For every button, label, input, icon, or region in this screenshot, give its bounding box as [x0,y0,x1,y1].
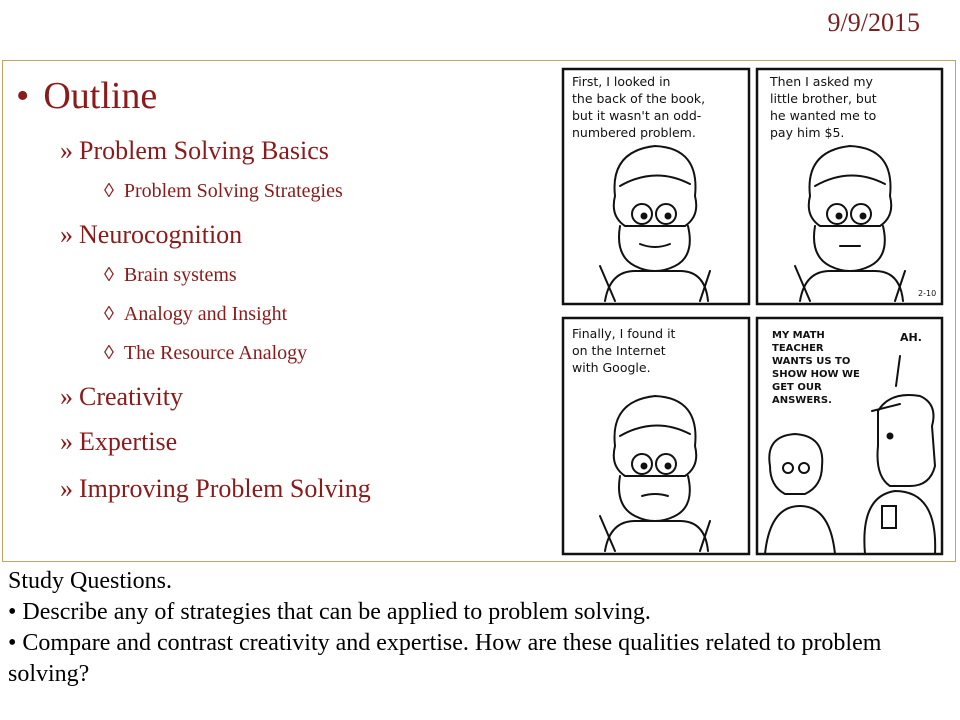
panel2-date: 2-10 [918,289,937,298]
panel3-caption-line1: Finally, I found it [572,326,676,341]
item-marker: » [60,136,73,165]
panel2-girl-drawing [795,146,905,301]
panel4-speech-line6: ANSWERS. [772,395,832,406]
item-marker: » [60,220,73,249]
panel2-caption-line3: he wanted me to [770,108,877,123]
item-text: Brain systems [123,264,237,286]
comic-strip [560,66,945,558]
item-marker: ◊ [104,303,114,325]
study-heading: Study Questions. [8,568,173,594]
study-question-2: • Compare and contrast creativity and expertise. How are these qualities related to problem solving? [8,630,882,687]
outline-title [16,74,157,118]
outline-item-problem-solving-basics [60,136,329,166]
outline-item-neurocognition [60,220,242,250]
panel4-speech-line4: SHOW HOW WE [772,369,860,380]
panel1-caption-line4: numbered problem. [572,125,696,140]
item-text: Analogy and Insight [123,303,288,325]
panel3-girl-drawing [600,396,710,551]
panel3-caption-line3: with Google. [572,360,651,375]
item-marker: ◊ [104,180,114,202]
panel2-caption-line1: Then I asked my [770,74,873,89]
panel1-girl-drawing [600,146,710,301]
outline-item-analogy-insight [104,303,287,326]
study-question-1: • Describe any of strategies that can be applied to problem solving. [8,599,651,625]
outline-title-text: Outline [43,75,158,117]
slide-date: 9/9/2015 [827,8,920,37]
panel3-caption-line2: on the Internet [572,343,666,358]
panel4-speech-line1: MY MATH [772,330,825,341]
outline-item-resource-analogy [104,342,307,365]
item-marker: » [60,427,73,456]
item-text: Problem Solving Basics [79,136,329,165]
item-marker: » [60,382,73,411]
item-marker: ◊ [104,342,114,364]
outline-item-expertise [60,427,177,457]
panel2-caption-line4: pay him $5. [770,125,845,140]
panel1-caption-line2: the back of the book, [572,91,706,106]
outline-item-brain-systems [104,264,237,287]
item-text: Creativity [79,382,183,411]
panel4-speech-line5: GET OUR [772,382,822,393]
item-text: Neurocognition [79,220,243,249]
panel1-caption-line3: but it wasn't an odd- [572,108,702,123]
item-marker: ◊ [104,264,114,286]
panel4-speech-line3: WANTS US TO [772,356,851,367]
outline-item-creativity [60,382,183,412]
item-text: Improving Problem Solving [79,474,371,503]
panel1-caption-line1: First, I looked in [572,74,671,89]
study-questions [8,566,953,690]
panel4-reply: AH. [900,331,922,344]
outline-item-improving-problem-solving [60,474,371,504]
item-text: Expertise [79,427,178,456]
item-text: The Resource Analogy [123,342,308,364]
outline-item-problem-solving-strategies [104,180,343,203]
outline-bullet: • [16,75,30,117]
item-text: Problem Solving Strategies [123,180,343,202]
panel4-speech-line2: TEACHER [772,343,824,354]
panel2-caption-line2: little brother, but [770,91,877,106]
item-marker: » [60,474,73,503]
